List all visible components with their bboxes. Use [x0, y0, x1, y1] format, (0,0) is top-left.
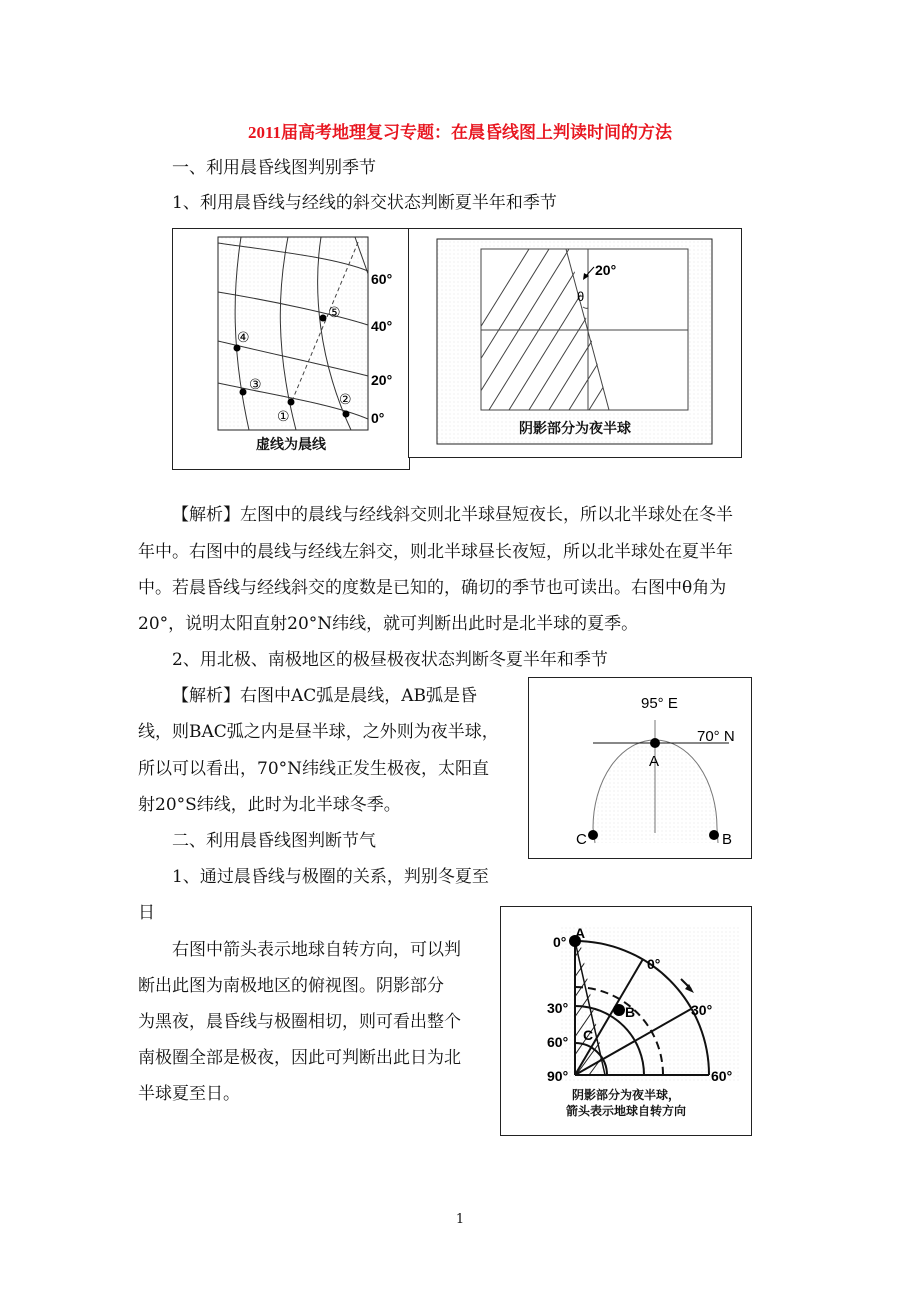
point-2	[343, 411, 350, 418]
section-heading-1: 一、利用晨昏线图判别季节	[172, 158, 376, 178]
figure-4-caption	[501, 1087, 751, 1119]
lat-label-0: 0°	[371, 410, 385, 426]
document-title: 2011届高考地理复习专题：在晨昏线图上判读时间的方法	[247, 123, 673, 142]
paragraph-line: 【解析】左图中的晨线与经线斜交则北半球昼短夜长，所以北半球处在冬半	[172, 505, 733, 525]
angle-value-label: 20°	[595, 262, 617, 278]
label-point-1: ①	[277, 408, 290, 424]
label-point-3: ③	[249, 376, 262, 392]
label-A: A	[649, 753, 660, 770]
paragraph-line: 南极圈全部是极夜，因此可判断出此日为北	[138, 1048, 461, 1068]
arc-label-60: 60°	[711, 1068, 733, 1084]
paragraph-line: 【解析】右图中AC弧是晨线，AB弧是昏	[172, 686, 478, 706]
paragraph-line: 年中。右图中的晨线与经线左斜交，则北半球昼长夜短，所以北半球处在夏半年	[138, 542, 733, 562]
figure-2-caption: 阴影部分为夜半球	[519, 421, 631, 437]
paragraph-line: 所以可以看出，70°N纬线正发生极夜，太阳直	[138, 759, 490, 779]
meridian-label: 95° E	[641, 695, 678, 712]
label-C: C	[576, 831, 587, 848]
label-A: A	[575, 925, 586, 941]
figure-polar-arc	[528, 677, 752, 859]
point-4	[234, 345, 241, 352]
theta-label: θ	[577, 289, 585, 304]
label-point-2: ②	[339, 391, 352, 407]
section-heading-2: 二、利用晨昏线图判断节气	[172, 831, 376, 851]
label-C: C	[583, 1027, 594, 1043]
subsection-heading-1: 1、利用晨昏线与经线的斜交状态判断夏半年和季节	[172, 193, 557, 213]
point-5	[320, 315, 327, 322]
figure-south-pole	[500, 906, 752, 1136]
left-label-0: 0°	[553, 934, 567, 950]
paragraph-line: 断出此图为南极地区的俯视图。阴影部分	[138, 976, 444, 996]
caption-line: 箭头表示地球自转方向	[565, 1104, 686, 1118]
left-label-30: 30°	[547, 1000, 569, 1016]
figure-terminator-meridians	[172, 228, 410, 470]
paragraph-line: 半球夏至日。	[138, 1084, 240, 1104]
figure-1-caption: 虚线为晨线	[256, 437, 326, 453]
paragraph-line: 右图中箭头表示地球自转方向，可以判	[172, 940, 461, 960]
lat-label-20: 20°	[371, 372, 393, 388]
paragraph-line: 中。若晨昏线与经线斜交的度数是已知的，确切的季节也可读出。右图中θ角为	[138, 578, 727, 598]
subsection-heading-3: 1、通过晨昏线与极圈的关系，判别冬夏至	[172, 867, 489, 887]
subsection-heading-2: 2、用北极、南极地区的极昼极夜状态判断冬夏半年和季节	[172, 650, 608, 670]
left-label-90: 90°	[547, 1068, 569, 1084]
label-point-5: ⑤	[328, 304, 341, 320]
point-A	[650, 738, 660, 748]
paragraph-line: 射20°S纬线，此时为北半球冬季。	[138, 795, 401, 815]
left-label-60: 60°	[547, 1034, 569, 1050]
arc-label-30: 30°	[691, 1002, 713, 1018]
subsection-heading-3-cont: 日	[138, 903, 155, 923]
lat-label-60: 60°	[371, 271, 393, 287]
arc-label-0: 0°	[647, 956, 661, 972]
point-B	[709, 830, 719, 840]
point-C	[588, 830, 598, 840]
graticule-diagram	[173, 229, 409, 469]
page-number: 1	[455, 1212, 465, 1227]
label-point-4: ④	[237, 329, 250, 345]
label-B: B	[722, 831, 733, 848]
point-1	[288, 399, 295, 406]
paragraph-line: 线，则BAC弧之内是昼半球，之外则为夜半球，	[138, 722, 499, 742]
parallel-label: 70° N	[697, 728, 735, 745]
polar-arc-diagram	[529, 678, 751, 858]
figure-terminator-angle	[408, 228, 742, 458]
paragraph-line: 为黑夜，晨昏线与极圈相切，则可看出整个	[138, 1012, 461, 1032]
point-B	[613, 1004, 625, 1016]
caption-line: 阴影部分为夜半球，	[571, 1088, 680, 1102]
lat-label-40: 40°	[371, 318, 393, 334]
point-3	[240, 389, 247, 396]
label-B: B	[625, 1004, 636, 1020]
paragraph-line: 20°，说明太阳直射20°N纬线，就可判断出此时是北半球的夏季。	[138, 614, 639, 634]
